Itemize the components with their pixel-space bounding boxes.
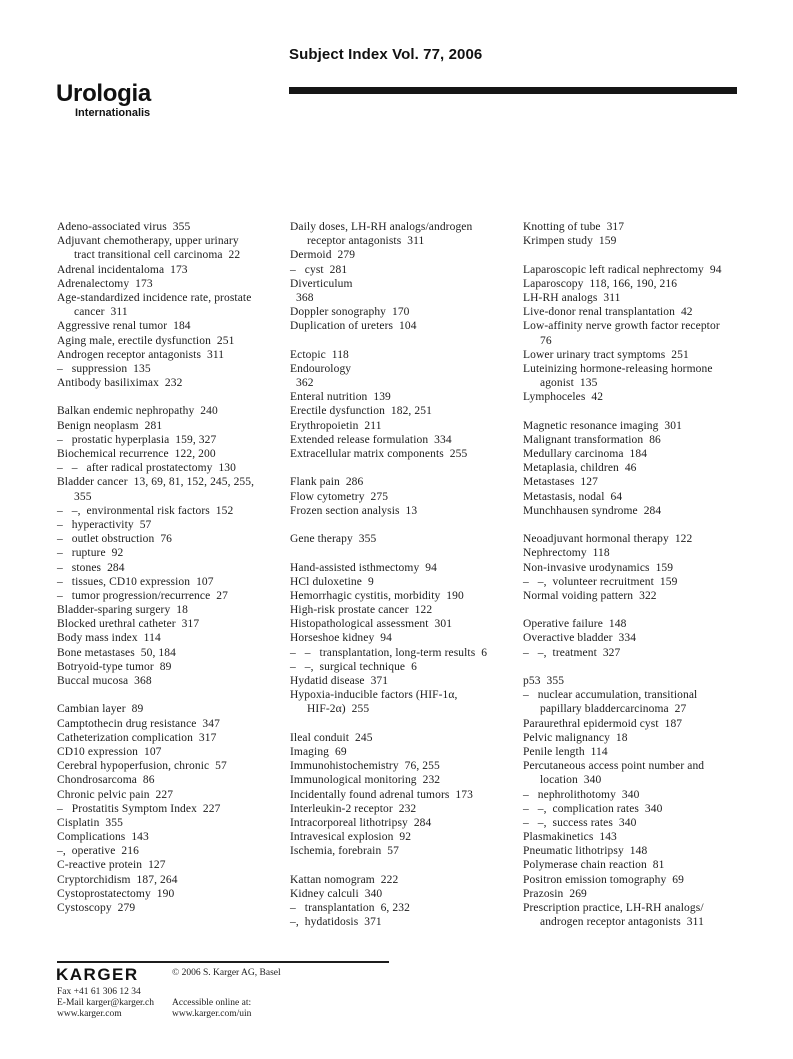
index-entry-line: Hemorrhagic cystitis, morbidity 190 [290,589,464,602]
index-entry-line: Cerebral hypoperfusion, chronic 57 [57,760,227,773]
index-entry-line: –, operative 216 [57,845,139,858]
index-entry-line: Prazosin 269 [523,887,587,900]
index-entry-line: Botryoid-type tumor 89 [57,660,172,673]
index-entry-line: Immunological monitoring 232 [290,774,441,787]
index-entry-line: Blocked urethral catheter 317 [57,618,200,631]
index-entry-line: Duplication of ureters 104 [290,320,417,333]
index-entry-line: Krimpen study 159 [523,235,617,248]
index-entry-line: Percutaneous access point number and [523,760,705,773]
index-gap [290,334,522,348]
index-entry-line: Gene therapy 355 [290,533,377,546]
index-entry-line: Metastasis, nodal 64 [523,490,623,503]
online-access-label: Accessible online at: [172,998,252,1008]
index-entry-line: – hyperactivity 57 [57,518,152,531]
index-entry-line: – –, surgical technique 6 [290,660,417,673]
index-column-3 [523,220,755,929]
online-access-url: www.karger.com/uin [172,1008,252,1019]
index-entry-line: Adrenalectomy 173 [57,277,153,290]
index-entry-line: Positron emission tomography 69 [523,873,685,886]
index-entry-line: – –, treatment 327 [523,646,621,659]
index-entry-line: Metastases 127 [523,476,598,489]
index-gap [523,248,755,262]
index-entry-line: Magnetic resonance imaging 301 [523,419,682,432]
index-entry-line: Aging male, erectile dysfunction 251 [57,334,235,347]
index-entry-line: Kidney calculi 340 [290,887,383,900]
index-entry-line: Ischemia, forebrain 57 [290,845,399,858]
index-entry-line: Hydatid disease 371 [290,675,389,687]
index-entry-line: Horseshoe kidney 94 [290,632,392,645]
index-entry-line: – Prostatitis Symptom Index 227 [57,802,221,815]
index-entry-line: Normal voiding pattern 322 [523,589,657,602]
index-gap [290,461,522,475]
index-entry-line: Intracorporeal lithotripsy 284 [290,816,432,829]
index-gap [57,688,289,702]
index-entry-line: Biochemical recurrence 122, 200 [57,448,216,460]
publisher-website: www.karger.com [57,1008,122,1019]
index-entry-line: Frozen section analysis 13 [290,504,418,517]
index-entry-line: Chondrosarcoma 86 [57,774,155,787]
index-entry-line: Imaging 69 [290,745,347,758]
index-entry-line: Adeno-associated virus 355 [57,221,191,233]
index-entry-line: Androgen receptor antagonists 311 [57,348,225,361]
index-entry-line: Diverticulum [290,277,353,290]
index-entry-line: – nuclear accumulation, transitional [523,689,698,702]
index-entry-line: Lymphoceles 42 [523,391,604,404]
index-entry-line: Bone metastases 50, 184 [57,646,176,659]
index-entry-line: Malignant transformation 86 [523,433,661,446]
index-entry-line: tract transitional cell carcinoma 22 [74,249,241,262]
index-entry-line: Kattan nomogram 222 [290,873,399,886]
publisher-contact-block [57,987,154,1019]
index-entry-line: receptor antagonists 311 [307,235,425,248]
index-gap [57,390,289,404]
index-entry-line: Histopathological assessment 301 [290,618,453,631]
index-entry-line: Adrenal incidentaloma 173 [57,263,188,276]
index-entry-line: LH-RH analogs 311 [523,291,621,304]
index-entry-line: Hand-assisted isthmectomy 94 [290,561,437,574]
index-entry-line: – tissues, CD10 expression 107 [57,575,214,588]
index-entry-line: androgen receptor antagonists 311 [540,916,704,929]
index-entry-line: – nephrolithotomy 340 [523,788,640,801]
index-entry-line: Pelvic malignancy 18 [523,731,628,744]
journal-logo-subtitle: Internationalis [75,107,151,119]
index-entry-line: Interleukin-2 receptor 232 [290,802,417,815]
index-entry-line: Erectile dysfunction 182, 251 [290,405,432,418]
index-entry-line: Antibody basiliximax 232 [57,377,183,390]
index-entry-line: Balkan endemic nephropathy 240 [57,405,218,418]
index-gap [290,546,522,560]
journal-logo-title: Urologia [56,80,151,107]
index-entry-line: Flank pain 286 [290,476,364,489]
index-gap [290,858,522,872]
index-entry-line: Pneumatic lithotripsy 148 [523,845,648,858]
index-entry-line: location 340 [540,774,602,787]
title-rule-bar [289,87,737,94]
index-entry-line: Knotting of tube 317 [523,221,625,233]
karger-logo: KARGER [56,965,139,984]
index-entry-line: – outlet obstruction 76 [57,533,173,546]
index-entry-line: Overactive bladder 334 [523,632,637,645]
index-entry-line: – transplantation 6, 232 [290,902,410,914]
index-entry-line: Body mass index 114 [57,632,161,645]
index-entry-line: – suppression 135 [57,362,151,375]
page-title: Subject Index Vol. 77, 2006 [289,46,483,63]
index-entry-line: CD10 expression 107 [57,745,162,758]
index-entry-line: Camptothecin drug resistance 347 [57,717,220,730]
index-entry-line: Cryptorchidism 187, 264 [57,873,178,886]
footer-rule [57,961,389,963]
index-entry-line: Buccal mucosa 368 [57,675,152,687]
email-address: E-Mail karger@karger.ch [57,997,155,1008]
index-entry-line: Adjuvant chemotherapy, upper urinary [57,235,239,248]
index-entry-line: Flow cytometry 275 [290,490,389,503]
index-gap [523,603,755,617]
index-entry-line: Polymerase chain reaction 81 [523,859,665,872]
index-entry-line: HIF-2α) 255 [307,703,370,716]
index-entry-line: Endourology [290,362,352,375]
index-entry-line: 355 [74,490,92,503]
index-entry-line: – – after radical prostatectomy 130 [57,462,236,475]
index-entry-line: Bladder cancer 13, 69, 81, 152, 245, 255, [57,476,255,489]
index-column-1 [57,220,289,915]
index-entry-line: – –, environmental risk factors 152 [57,504,234,517]
index-entry-line: Bladder-sparing surgery 18 [57,604,188,617]
index-entry-line: – prostatic hyperplasia 159, 327 [57,433,217,446]
index-entry-line: – –, success rates 340 [523,816,637,829]
index-entry-line: –, hydatidosis 371 [290,916,382,929]
index-entry-line: Doppler sonography 170 [290,306,410,319]
index-entry-line: Live-donor renal transplantation 42 [523,306,693,319]
fax-number: Fax +41 61 306 12 34 [57,987,141,997]
index-entry-line: Chronic pelvic pain 227 [57,788,174,801]
index-entry-line: Hypoxia-inducible factors (HIF-1α, [290,689,458,702]
index-entry-line: Operative failure 148 [523,618,627,631]
index-entry-line: p53 355 [523,675,565,687]
index-column-2 [290,220,522,929]
index-entry-line: Ileal conduit 245 [290,731,373,744]
index-entry-line: papillary bladdercarcinoma 27 [540,703,687,716]
index-entry-line: – cyst 281 [290,263,348,276]
index-entry-line: Low-affinity nerve growth factor receptor [523,320,720,333]
index-entry-line: – rupture 92 [57,547,124,560]
index-entry-line: Laparoscopic left radical nephrectomy 94 [523,263,722,276]
index-entry-line: Cystoscopy 279 [57,902,136,914]
index-gap [290,518,522,532]
index-entry-line: – – transplantation, long-term results 6 [290,646,488,659]
index-entry-line: agonist 135 [540,377,598,390]
index-entry-line: 368 [296,291,314,304]
index-entry-line: Neoadjuvant hormonal therapy 122 [523,533,693,546]
index-entry-line: – stones 284 [57,561,125,574]
index-entry-line: Penile length 114 [523,745,608,758]
index-entry-line: Laparoscopy 118, 166, 190, 216 [523,277,678,290]
index-entry-line: Catheterization complication 317 [57,731,217,744]
index-entry-line: Erythropoietin 211 [290,419,382,432]
index-entry-line: Luteinizing hormone-releasing hormone [523,362,713,375]
index-entry-line: Intravesical explosion 92 [290,831,412,844]
index-entry-line: Lower urinary tract symptoms 251 [523,348,689,361]
index-entry-line: HCl duloxetine 9 [290,575,374,588]
index-entry-line: Munchhausen syndrome 284 [523,504,662,517]
index-entry-line: Metaplasia, children 46 [523,462,637,475]
index-entry-line: Cystoprostatectomy 190 [57,887,175,900]
index-entry-line: Prescription practice, LH-RH analogs/ [523,902,704,914]
index-entry-line: Paraurethral epidermoid cyst 187 [523,717,683,730]
index-entry-line: Extracellular matrix components 255 [290,448,468,460]
index-entry-line: Incidentally found adrenal tumors 173 [290,788,473,801]
index-entry-line: C-reactive protein 127 [57,859,166,872]
index-entry-line: Enteral nutrition 139 [290,391,391,404]
index-entry-line: – tumor progression/recurrence 27 [57,589,228,602]
index-entry-line: Age-standardized incidence rate, prostate [57,291,252,304]
index-entry-line: Non-invasive urodynamics 159 [523,561,674,574]
index-entry-line: 362 [296,377,314,390]
index-entry-line: Cisplatin 355 [57,816,123,829]
index-entry-line: Benign neoplasm 281 [57,419,163,432]
index-entry-line: Ectopic 118 [290,348,349,361]
index-entry-line: Immunohistochemistry 76, 255 [290,760,440,773]
index-gap [523,404,755,418]
index-entry-line: Complications 143 [57,831,149,844]
index-gap [523,660,755,674]
index-entry-line: Cambian layer 89 [57,703,144,716]
journal-logo [56,82,151,119]
index-entry-line: Dermoid 279 [290,249,356,262]
index-entry-line: Nephrectomy 118 [523,547,610,560]
index-entry-line: 76 [540,334,552,347]
index-entry-line: Extended release formulation 334 [290,433,452,446]
online-access-block [172,998,251,1020]
index-entry-line: Medullary carcinoma 184 [523,448,648,460]
copyright-notice: © 2006 S. Karger AG, Basel [172,968,281,978]
index-entry-line: cancer 311 [74,306,128,319]
index-entry-line: Aggressive renal tumor 184 [57,320,191,333]
index-gap [290,717,522,731]
index-entry-line: High-risk prostate cancer 122 [290,604,433,617]
index-entry-line: – –, complication rates 340 [523,802,663,815]
index-entry-line: Plasmakinetics 143 [523,831,617,844]
index-gap [523,518,755,532]
index-entry-line: Daily doses, LH-RH analogs/androgen [290,221,473,233]
index-entry-line: – –, volunteer recruitment 159 [523,575,678,588]
